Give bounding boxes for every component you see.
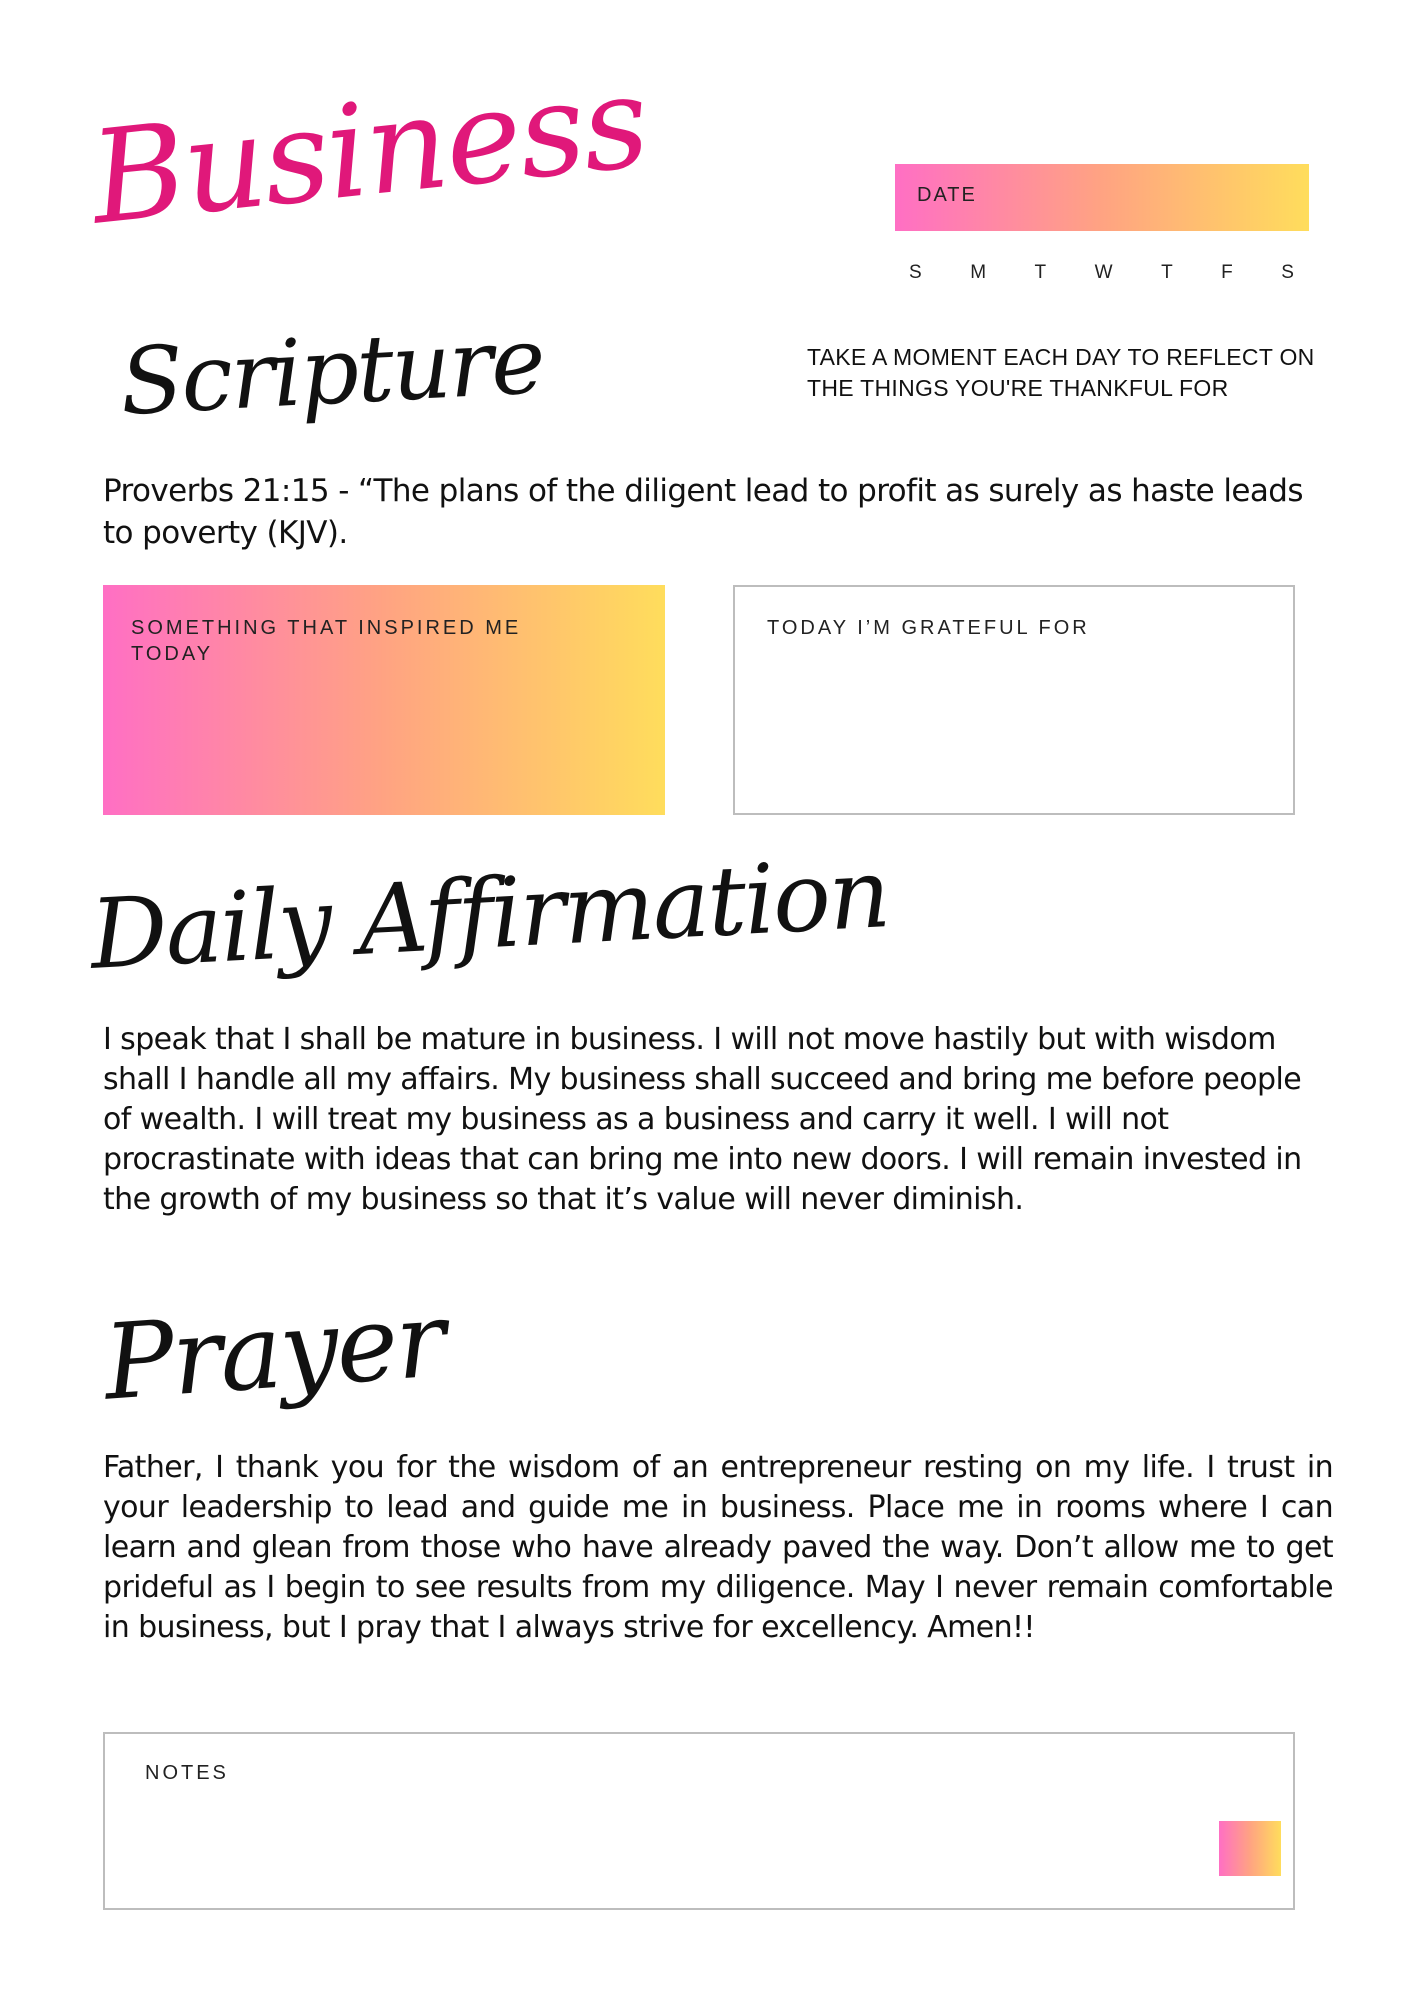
scripture-heading: Scripture bbox=[117, 306, 547, 437]
weekday-wednesday[interactable]: W bbox=[1094, 262, 1114, 283]
page-title: Business bbox=[84, 47, 654, 254]
date-label: DATE bbox=[917, 184, 977, 206]
gradient-swatch bbox=[1219, 1821, 1281, 1876]
inspired-box[interactable] bbox=[103, 585, 665, 815]
weekday-tuesday[interactable]: T bbox=[1034, 262, 1048, 283]
prayer-text: Father, I thank you for the wisdom of an entrepreneur resting on my life. I trust in your leadership to lead and guide me in business. Place me in rooms where I can learn and glean from those who have already paved the way. Don’t allow me to get prideful as I begin to see results from my diligence. May I never remain comfortable in business, but I pray that I always strive for excellency. Amen!! bbox=[103, 1450, 1333, 1645]
grateful-label: TODAY I’M GRATEFUL FOR bbox=[767, 617, 1090, 639]
affirmation-heading: Daily Affirmation bbox=[87, 837, 892, 991]
inspired-label: SOMETHING THAT INSPIRED ME TODAY bbox=[131, 617, 522, 665]
weekday-thursday[interactable]: T bbox=[1161, 262, 1174, 283]
weekday-friday[interactable]: F bbox=[1221, 262, 1234, 283]
grateful-box[interactable] bbox=[733, 585, 1295, 815]
reflect-prompt: TAKE A MOMENT EACH DAY TO REFLECT ON THE THINGS YOU'RE THANKFUL FOR bbox=[807, 344, 1315, 401]
weekday-saturday[interactable]: S bbox=[1281, 262, 1295, 283]
affirmation-text: I speak that I shall be mature in business. I will not move hastily but with wisdom shall I handle all my affairs. My business shall succeed and bring me before people of wealth. I will treat my business as a business and carry it well. I will not procrastinate with ideas that can bring me into new doors. I will remain invested in the growth of my business so that it’s value will never diminish. bbox=[103, 1022, 1302, 1217]
scripture-text: Proverbs 21:15 - “The plans of the diligent lead to profit as surely as haste leads to poverty (KJV). bbox=[103, 473, 1303, 551]
notes-label: NOTES bbox=[145, 1762, 229, 1784]
prayer-heading: Prayer bbox=[100, 1278, 448, 1424]
weekday-monday[interactable]: M bbox=[970, 262, 988, 283]
weekday-sunday[interactable]: S bbox=[909, 262, 923, 283]
date-field[interactable] bbox=[895, 164, 1309, 231]
weekday-selector bbox=[895, 262, 1309, 284]
notes-box[interactable] bbox=[103, 1732, 1295, 1910]
